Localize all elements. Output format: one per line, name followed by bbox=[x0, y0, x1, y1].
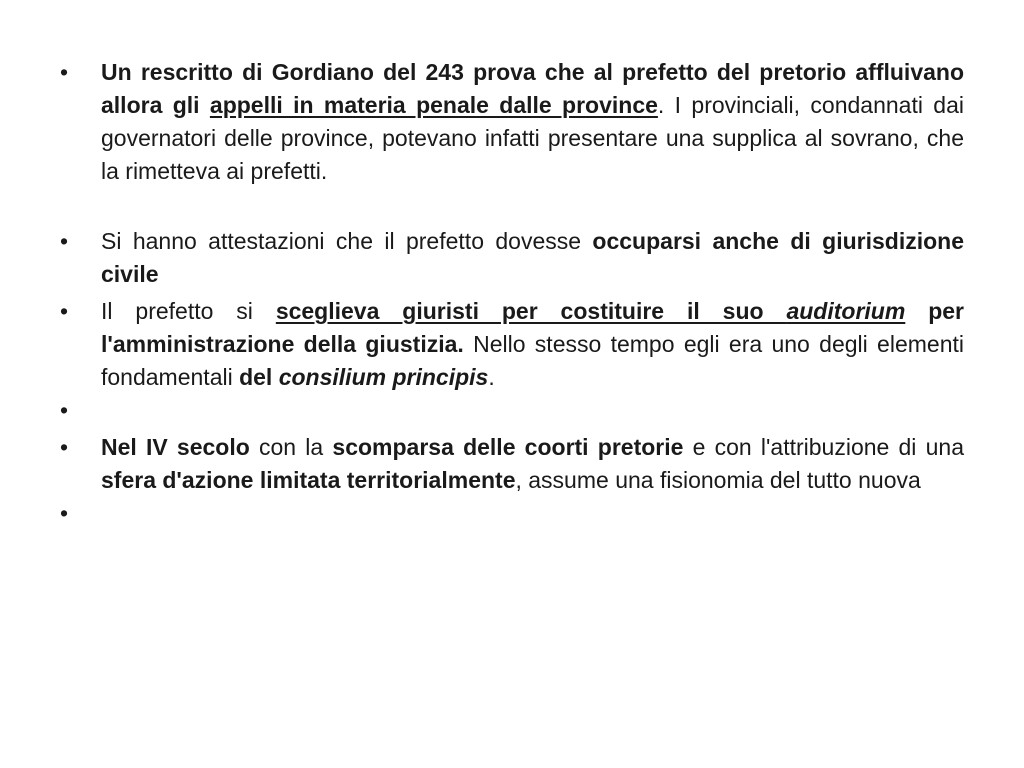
bold-text: scomparsa delle coorti pretorie bbox=[332, 434, 684, 460]
bullet-dot: • bbox=[60, 59, 69, 85]
bold-text: del bbox=[239, 364, 279, 390]
bullet-dot: • bbox=[60, 500, 69, 526]
bold-text: Un rescritto di Gordiano del 243 prova che al prefetto del pretorio affluivano allora gli bbox=[101, 59, 964, 118]
body-text: . bbox=[488, 364, 495, 390]
bullet-item-iv-secolo bbox=[56, 431, 964, 497]
italic-term-auditorium: auditorium bbox=[786, 298, 906, 324]
body-text: , assume una fisionomia del tutto nuova bbox=[515, 467, 921, 493]
bullet-item-giurisdizione bbox=[56, 225, 964, 291]
body-text: e con l'attribuzione di una bbox=[683, 434, 965, 460]
bullet-dot: • bbox=[60, 298, 69, 324]
body-text: con la bbox=[249, 434, 333, 460]
bullet-item-empty bbox=[56, 497, 964, 530]
bullet-dot: • bbox=[60, 228, 69, 254]
underlined-bold-italic-text bbox=[786, 298, 905, 324]
bold-text: per l'amministrazione della giustizia. bbox=[101, 298, 964, 357]
bullet-dot: • bbox=[60, 397, 69, 423]
bullet-dot: • bbox=[60, 434, 69, 460]
bold-text: sfera d'azione limitata territorialmente bbox=[101, 467, 516, 493]
body-text: . I provinciali, condannati dai governatori delle province, potevano infatti presentare una supplica al sovrano, che la rimetteva ai prefetti. bbox=[101, 92, 964, 184]
bullet-item-empty bbox=[56, 394, 964, 427]
body-text: Il prefetto si bbox=[101, 298, 276, 324]
bullet-item-auditorium bbox=[56, 295, 964, 394]
bold-text: occuparsi anche di giurisdizione civile bbox=[101, 228, 964, 287]
body-text: Si hanno attestazioni che il prefetto dovesse bbox=[101, 228, 593, 254]
bullet-item-rescritto bbox=[56, 56, 964, 188]
bullet-list bbox=[56, 56, 964, 534]
underlined-bold-text: sceglieva giuristi per costituire il suo bbox=[275, 298, 787, 324]
bold-text: Nel IV secolo bbox=[101, 434, 250, 460]
italic-term-consilium: consilium principis bbox=[278, 364, 489, 390]
bold-italic-text bbox=[279, 364, 489, 390]
underlined-bold-text: appelli in materia penale dalle province bbox=[209, 92, 658, 118]
body-text: Nello stesso tempo egli era uno degli elementi fondamentali bbox=[101, 331, 964, 390]
